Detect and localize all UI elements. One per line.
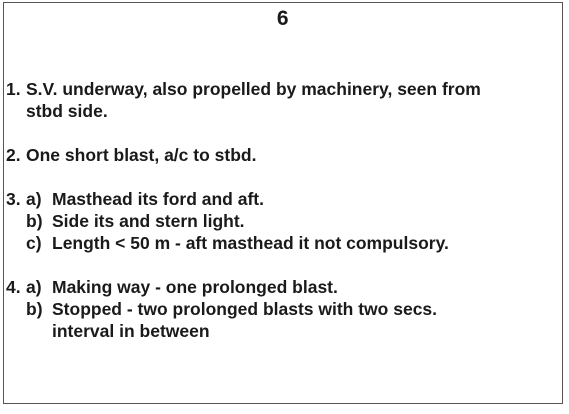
answer-4-number: 4.: [6, 277, 21, 297]
answer-4-part-b-text: Stopped - two prolonged blasts with two secs.: [52, 299, 438, 319]
answer-1-text: S.V. underway, also propelled by machinery, seen from: [26, 79, 481, 99]
answer-4-part-a-label: a): [26, 277, 42, 297]
answer-3-part-c-label: c): [26, 233, 42, 253]
answer-4-part-b-continuation: interval in between: [52, 321, 210, 341]
answer-1-text-continued: stbd side.: [26, 101, 108, 121]
answer-card: [3, 2, 563, 404]
answer-2-text: One short blast, a/c to stbd.: [26, 145, 257, 165]
answer-4-part-b-line-2: [6, 320, 556, 342]
answer-2-line-1: [6, 144, 556, 166]
answer-4-part-b-label: b): [26, 299, 43, 319]
answer-1-line-1: [6, 78, 556, 100]
answer-4-part-b: [6, 298, 556, 320]
answer-3-part-a: [6, 188, 556, 210]
answer-3-part-b-label: b): [26, 211, 43, 231]
answer-4-part-a-text: Making way - one prolonged blast.: [52, 277, 338, 297]
answer-3-number: 3.: [6, 189, 21, 209]
answer-3-part-c: [6, 232, 556, 254]
answer-1-number: 1.: [6, 79, 21, 99]
answer-3-part-b: [6, 210, 556, 232]
answer-list: [6, 78, 556, 342]
answer-3-part-a-label: a): [26, 189, 42, 209]
answer-3-part-b-text: Side its and stern light.: [52, 211, 245, 231]
answer-4-part-a: [6, 276, 556, 298]
page-number: 6: [276, 7, 290, 30]
answer-3-part-a-text: Masthead its ford and aft.: [52, 189, 264, 209]
answer-3-part-c-text: Length < 50 m - aft masthead it not compulsory.: [52, 233, 449, 253]
answer-1-line-2: [6, 100, 556, 122]
answer-2-number: 2.: [6, 145, 21, 165]
